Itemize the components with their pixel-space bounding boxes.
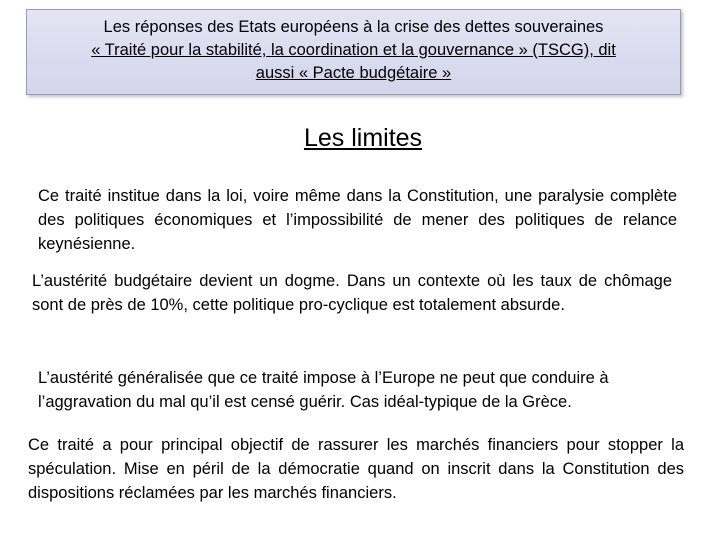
- header-line-1: Les réponses des Etats européens à la crise des dettes souveraines: [103, 18, 604, 36]
- paragraph-1: Ce traité institue dans la loi, voire même dans la Constitution, une paralysie complète des politiques économiques et l’impossibilité de mener des politiques de relance keynésienne.: [38, 187, 677, 253]
- paragraph-4: Ce traité a pour principal objectif de rassurer les marchés financiers pour stopper la spéculation. Mise en péril de la démocratie quand on inscrit dans la Constitution des dispositions réclamées par les marchés financiers.: [28, 436, 684, 502]
- header-box: [26, 9, 681, 95]
- paragraph-2: L’austérité budgétaire devient un dogme. Dans un contexte où les taux de chômage sont de près de 10%, cette politique pro-cyclique est totalement absurde.: [32, 272, 672, 314]
- section-title: Les limites: [303, 124, 423, 152]
- header-line-2: « Traité pour la stabilité, la coordination et la gouvernance » (TSCG), dit: [91, 41, 616, 59]
- header-line-3: aussi « Pacte budgétaire »: [255, 64, 452, 82]
- paragraph-3: L’austérité généralisée que ce traité impose à l’Europe ne peut que conduire à l’aggravation du mal qu’il est censé guérir. Cas idéal-typique de la Grèce.: [38, 369, 609, 411]
